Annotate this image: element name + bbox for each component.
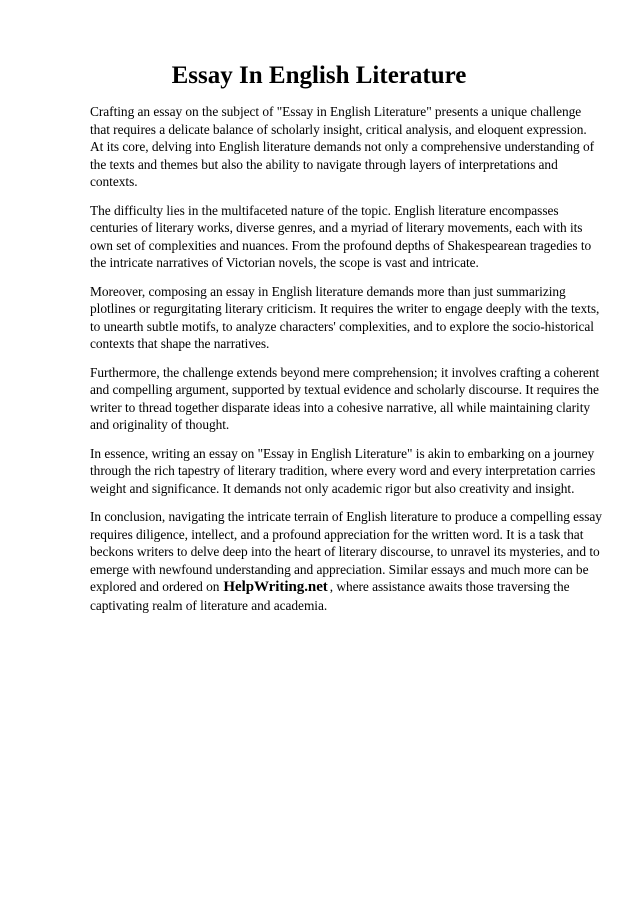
paragraph-2: The difficulty lies in the multifaceted nature of the topic. English literature encompasses centuries of literary works, diverse genres, and a myriad of literary movements, each with its own set of complexities and nuances. From the profound depths of Shakespearean tragedies to the intricate narratives of Victorian novels, the scope is vast and intricate.: [90, 202, 592, 270]
paragraph-conclusion: [90, 508, 602, 614]
helpwriting-link[interactable]: HelpWriting.net: [223, 579, 328, 595]
document-body: [90, 103, 602, 625]
paragraph-1: Crafting an essay on the subject of "Essay in English Literature" presents a unique challenge that requires a delicate balance of scholarly insight, critical analysis, and eloquent expression. At its core, delving into English literature demands not only a comprehensive understanding of the texts and themes but also the ability to navigate through layers of interpretations and contexts.: [90, 104, 595, 189]
conclusion-text-end: , where assistance awaits those traversing the captivating realm of literature and academia.: [90, 579, 570, 613]
paragraph-3: Moreover, composing an essay in English literature demands more than just summarizing plotlines or regurgitating literary criticism. It requires the writer to engage deeply with the texts, to unearth subtle motifs, to analyze characters' complexities, and to explore the socio-historical contexts that shape the narratives.: [90, 283, 600, 351]
conclusion-text: In conclusion, navigating the intricate terrain of English literature to produce a compelling essay requires diligence, intellect, and a profound appreciation for the written word. It is a task that beckons writers to delve deep into the heart of literary discourse, to unravel its mysteries, and to emerge with newfound understanding and appreciation. Similar essays and much more can be explored and ordered on: [90, 509, 602, 594]
paragraph-4: Furthermore, the challenge extends beyond mere comprehension; it involves crafting a coherent and compelling argument, supported by textual evidence and scholarly discourse. It requires the writer to thread together disparate ideas into a cohesive narrative, all while maintaining clarity and originality of thought.: [90, 364, 600, 432]
document-title: Essay In English Literature: [171, 62, 467, 89]
paragraph-5: In essence, writing an essay on "Essay in English Literature" is akin to embarking on a journey through the rich tapestry of literary tradition, where every word and every interpretation carries weight and significance. It demands not only academic rigor but also creativity and insight.: [90, 445, 596, 496]
